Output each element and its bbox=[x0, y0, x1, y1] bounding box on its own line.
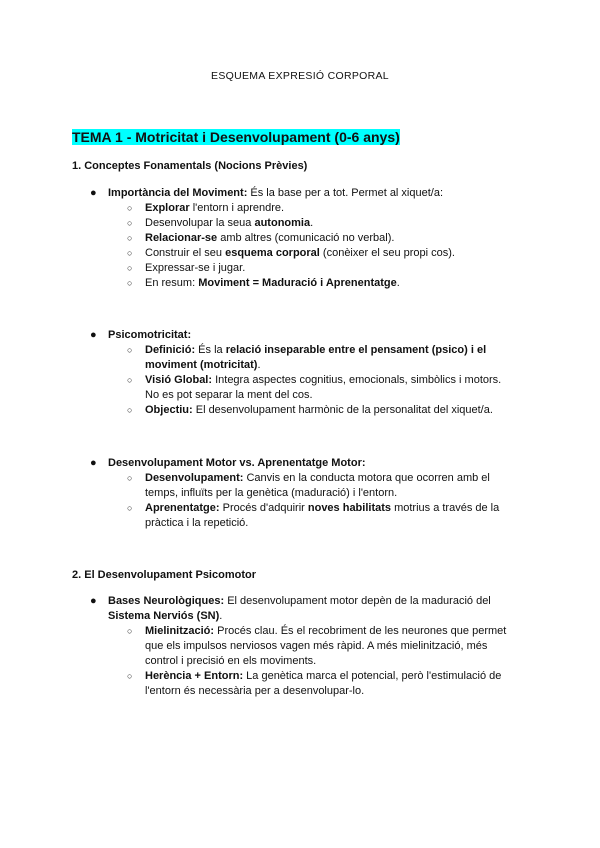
document-page: ESQUEMA EXPRESIÓ CORPORAL TEMA 1 - Motricitat i Desenvolupament (0-6 anys) 1. Conceptes Fonamentals (Nocions Prèvies) ● Importància del Moviment: És la base per a tot. Permet al xiquet/a: ○ Explorar l'entorn i aprendre. ○ Desenvolupar la seua autonomia. ○ Relacionar-se amb altres (comunicació no verbal). ○ Construir el seu esquema corporal (conèixer el seu propi cos). ○ Expressar-se i jugar. ○ En resum: Moviment = Maduració i Aprenentatge. ● Psicomotricitat: ○ Definició: És la relació inseparable entre el pensament (psico) i el moviment (motricitat). ○ Visió Global: Integra aspectes cognitius, emocionals, simbòlics i motors. No es pot separar la ment del cos. ○ Objectiu: El desenvolupament harmònic de la personalitat del xiquet/a. ● Desenvolupament Motor vs. Aprenentatge Motor: ○ Desenvolupament: Canvis en la conducta motora que ocorren amb el temps, influïts per la genètica (maduració) i l'entorn. ○ Aprenentatge: Procés d'adquirir noves habilitats motrius a través de la pràctica i la repetició. 2. El Desenvolupament Psicomotor ● Bases Neurològiques: El desenvolupament motor depèn de la maduració del Sistema Nerviós (SN). ○ Mielinització: Procés clau. És el recobriment de les neurones que permet que els impulsos nerviosos vagen més ràpid. A més mielinització, més control i precisió en els moviments. ○ Herència + Entorn: La genètica marca el potencial, però l'estimulació de l'entorn és necessària per a desenvolupar-lo. bbox=[0, 0, 600, 848]
section-2-heading: 2. El Desenvolupament Psicomotor bbox=[72, 569, 256, 581]
topic-heading: TEMA 1 - Motricitat i Desenvolupament (0-6 anys) bbox=[72, 129, 400, 145]
section-1-heading: 1. Conceptes Fonamentals (Nocions Prèvies) bbox=[72, 160, 308, 172]
document-title: ESQUEMA EXPRESIÓ CORPORAL bbox=[211, 70, 389, 82]
